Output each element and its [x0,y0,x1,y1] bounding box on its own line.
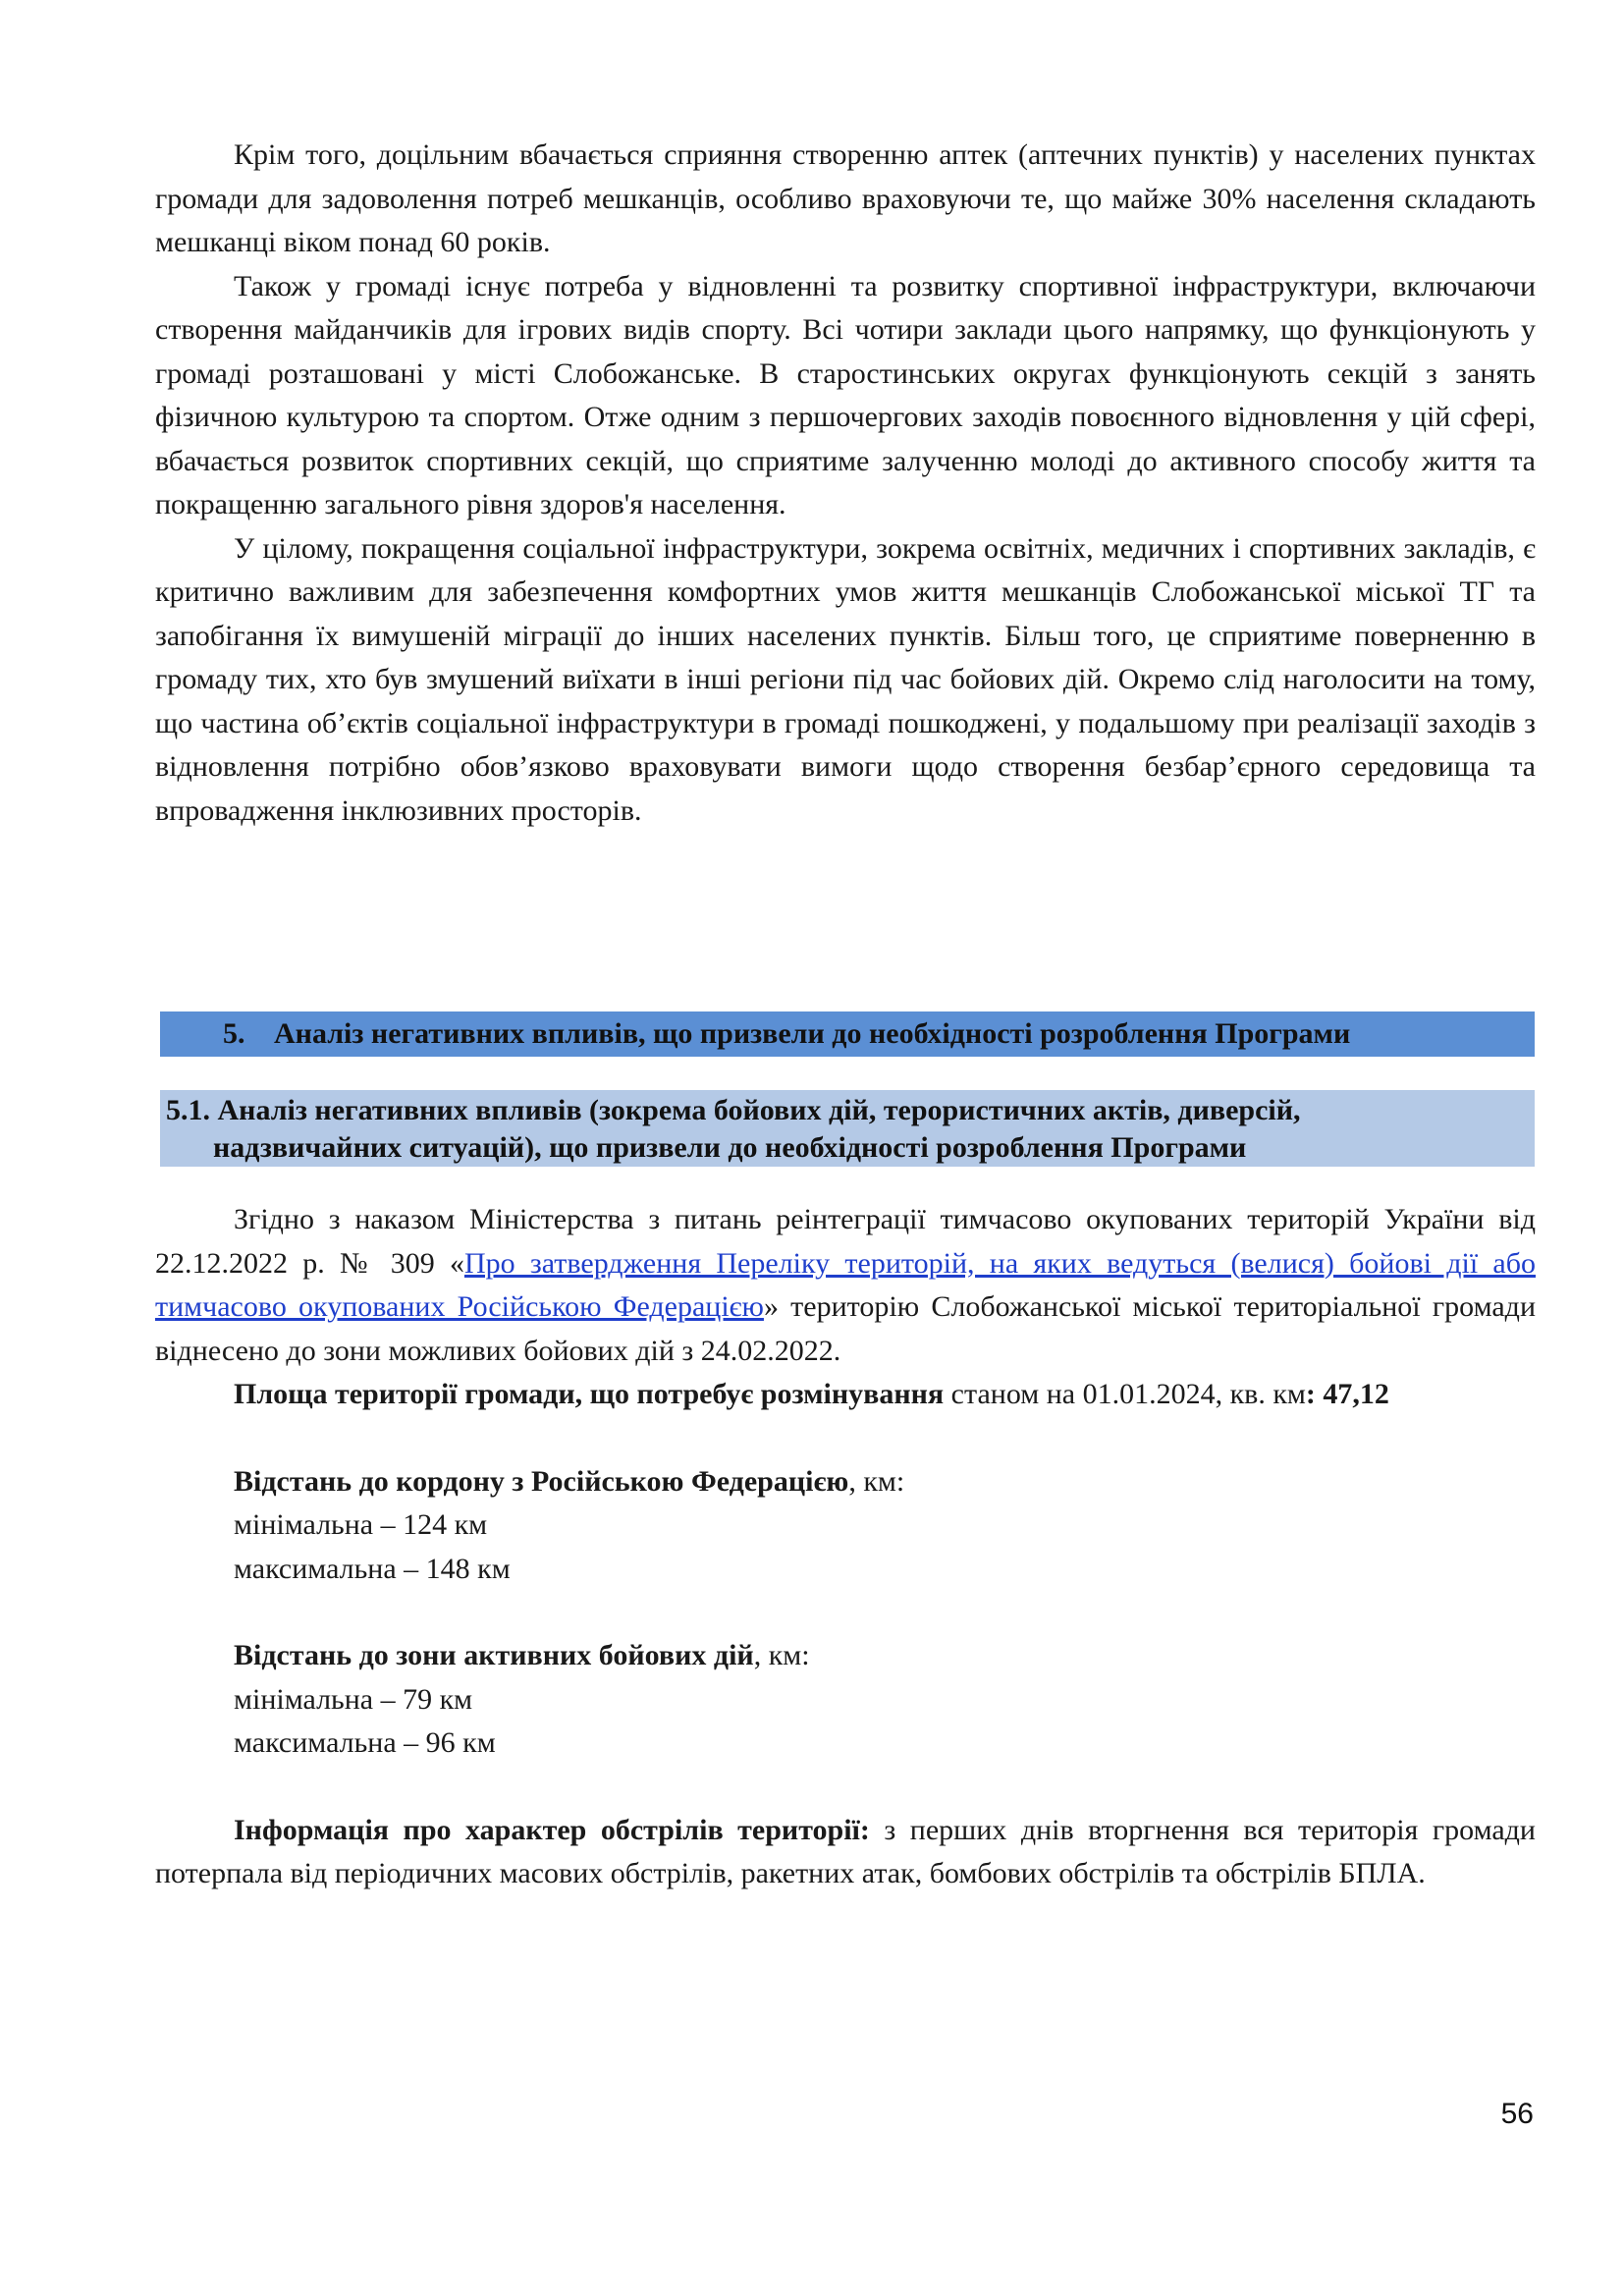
demining-value: : 47,12 [1305,1378,1389,1410]
demining-area [155,1373,1536,1417]
border-distance-max: максимальна – 148 км [234,1552,511,1585]
section-5-1-title-line-1: 5.1. Аналіз негативних впливів (зокрема бойових дій, терористичних актів, диверсій, [166,1094,1301,1126]
section-5-1-title-line-2: надзвичайних ситуацій), що призвели до необхідності розроблення Програми [213,1131,1247,1164]
section-5-number: 5. [223,1017,245,1050]
combat-distance-heading [155,1634,1536,1678]
paragraph-ministry-order [155,1198,1536,1373]
order-text-after: » територію Слобожанської міської територіальної громади віднесено до зони можливих бойових дій з 24.02.2022. [155,1290,1536,1367]
section-5-heading [160,1011,1535,1057]
section-5-1-heading [160,1090,1535,1167]
order-link[interactable]: Про затвердження Переліку територій, на яких ведуться (велися) бойові дії або тимчасово окупованих Російською Федерацією [155,1246,1536,1323]
combat-distance-label: Відстань до зони активних бойових дій [234,1639,754,1671]
shelling-text: з перших днів вторгнення вся територія громади потерпала від періодичних масових обстрілів, ракетних атак, бомбових обстрілів та обстрілів БПЛА. [155,1813,1536,1889]
border-distance-min: мінімальна – 124 км [234,1508,488,1541]
paragraph-pharmacies: Крім того, доцільним вбачається сприяння створенню аптек (аптечних пунктів) у населених пунктах громади для задоволення потреб мешканців, особливо враховуючи те, що майже 30% населення складають мешканці віком понад 60 років. [155,138,1536,258]
combat-distance-unit: , км: [753,1639,810,1671]
combat-distance-min: мінімальна – 79 км [234,1682,473,1716]
intro-text [155,134,1536,833]
section-5-1-body [155,1198,1536,1896]
paragraph-sports: Також у громаді існує потреба у відновленні та розвитку спортивної інфраструктури, включаючи створення майданчиків для ігрових видів спорту. Всі чотири заклади цього напрямку, що функціонують у громаді розташовані у місті Слобожанське. В старостинських округах функціонують секцій з занять фізичною культурою та спортом. Отже одним з першочергових заходів повоєнного відновлення у цій сфері, вбачається розвиток спортивних секцій, що сприятиме залученню молоді до активного способу життя та покращенню загального рівня здоров'я населення. [155,269,1536,520]
section-5-title: Аналіз негативних впливів, що призвели до необхідності розроблення Програми [274,1017,1351,1050]
paragraph-social-infrastructure: У цілому, покращення соціальної інфраструктури, зокрема освітніх, медичних і спортивних закладів, є критично важливим для забезпечення комфортних умов життя мешканців Слобожанської міської ТГ та запобігання їх вимушеній міграції до інших населених пунктів. Більш того, це сприятиме поверненню в громаду тих, хто був змушений виїхати в інші регіони під час бойових дій. Окремо слід наголосити на тому, що частина об’єктів соціальної інфраструктури в громаді пошкоджені, у подальшому при реалізації заходів з відновлення потрібно обов’язково враховувати вимоги щодо створення безбар’єрного середовища та впровадження інклюзивних просторів. [155,531,1536,827]
combat-distance-max: максимальна – 96 км [234,1726,496,1759]
paragraph-shelling [155,1809,1536,1896]
border-distance-heading [155,1460,1536,1504]
border-distance-label: Відстань до кордону з Російською Федерацією [234,1464,849,1498]
demining-label: Площа території громади, що потребує розмінування [234,1378,945,1410]
demining-middle: станом на 01.01.2024, кв. км [944,1378,1306,1410]
shelling-label: Інформація про характер обстрілів території: [234,1813,870,1846]
page-number: 56 [1500,2098,1534,2130]
border-distance-unit: , км: [848,1464,905,1498]
order-text-before: Згідно з наказом Міністерства з питань реінтеграції тимчасово окупованих територій України від 22.12.2022 р. № 309 « [155,1203,1536,1280]
